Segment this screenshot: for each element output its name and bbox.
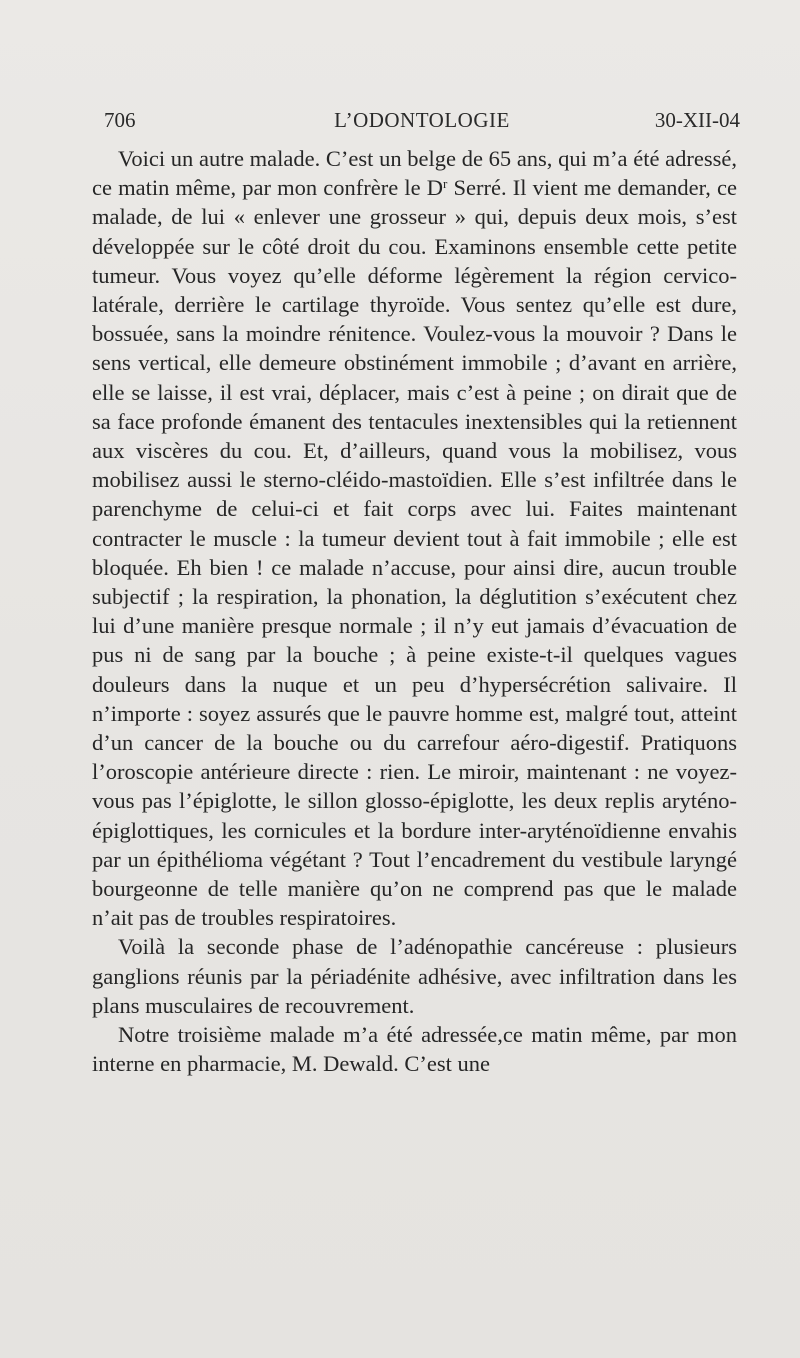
running-header	[104, 108, 740, 138]
paragraph-1	[92, 144, 737, 932]
doctor-superscript: r	[443, 176, 448, 192]
paragraph-1-text-a: Voici un autre malade. C’est un belge de 65 ans, qui m’a été adressé, ce matin même, par mon confrère le D	[92, 146, 737, 201]
issue-date: 30-XII-04	[654, 108, 740, 132]
body-text	[92, 144, 737, 1079]
journal-title: L’ODONTOLOGIE	[334, 108, 510, 132]
page-number: 706	[104, 108, 136, 132]
paragraph-1-text-b: Serré. Il vient me demander, ce malade, de lui « enlever une grosseur » qui, depuis deux mois, s’est développée sur le côté droit du cou. Examinons ensemble cette petite tumeur. Vous voyez qu’elle déforme légèrement la région cervico-latérale, derrière le cartilage thyroïde. Vous sentez qu’elle est dure, bossuée, sans la moindre rénitence. Voulez-vous la mouvoir ? Dans le sens vertical, elle demeure obstinément immobile ; d’avant en arrière, elle se laisse, il est vrai, déplacer, mais c’est à peine ; on dirait que de sa face profonde émanent des tentacules inextensibles qui la retiennent aux viscères du cou. Et, d’ailleurs, quand vous la mobilisez, vous mobilisez aussi le sterno-cléido-mastoïdien. Elle s’est infiltrée dans le parenchyme de celui-ci et fait corps avec lui. Faites maintenant contracter le muscle : la tumeur devient tout à fait immobile ; elle est bloquée. Eh bien ! ce malade n’accuse, pour ainsi dire, aucun trouble subjectif ; la respiration, la phonation, la déglutition s’exécutent chez lui d’une manière presque normale ; il n’y eut jamais d’évacuation de pus ni de sang par la bouche ; à peine existe-t-il quelques vagues douleurs dans la nuque et un peu d’hypersécrétion salivaire. Il n’importe : soyez assurés que le pauvre homme est, malgré tout, atteint d’un cancer de la bouche ou du carrefour aéro-digestif. Pratiquons l’oroscopie antérieure directe : rien. Le miroir, maintenant : ne voyez-vous pas l’épiglotte, le sillon glosso-épiglotte, les deux replis aryténo-épiglottiques, les cornicules et la bordure inter-aryténoïdienne envahis par un épithélioma végétant ? Tout l’encadrement du vestibule laryngé bourgeonne de telle manière qu’on ne comprend pas que le malade n’ait pas de troubles respiratoires.	[92, 175, 738, 931]
paragraph-3: Notre troisième malade m’a été adressée,ce matin même, par mon interne en pharmacie, M. Dewald. C’est une	[92, 1022, 737, 1077]
paragraph-2: Voilà la seconde phase de l’adénopathie cancéreuse : plusieurs ganglions réunis par la périadénite adhésive, avec infiltration dans les plans musculaires de recouvrement.	[92, 934, 737, 1018]
